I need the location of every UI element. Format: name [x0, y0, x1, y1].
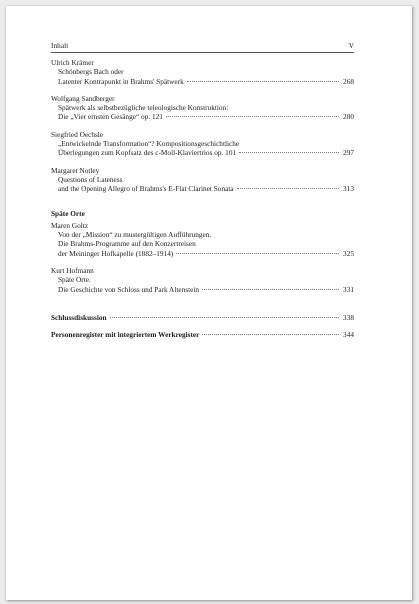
toc-entry [51, 94, 354, 122]
dot-leader [166, 116, 339, 117]
toc-title-line: „Entwickelnde Transformation“? Kompositionsgeschichtliche [58, 139, 240, 149]
toc-closing-entry [51, 330, 354, 339]
dot-leader [176, 253, 339, 254]
toc-page-number: 280 [343, 112, 354, 122]
toc-title-line: Überlegungen zum Kopfsatz des c-Moll-Klaviertrios op. 101 [58, 148, 237, 158]
toc-author: Margaret Notley [51, 165, 100, 175]
toc-title-line: Die Brahms-Programme auf den Konzertreisen [58, 239, 196, 249]
toc-author: Ulrich Krämer [51, 58, 94, 67]
page-number-roman: V [348, 42, 354, 50]
toc-title-line: Latenter Kontrapunkt in Brahms' Spätwerk [58, 76, 184, 86]
toc-page-number: 338 [343, 312, 354, 322]
toc-page-number: 325 [343, 248, 354, 258]
dot-leader [202, 289, 339, 290]
header-rule [51, 52, 354, 53]
running-head [51, 42, 354, 50]
toc-page-number: 313 [343, 184, 354, 194]
toc-closing-entry [51, 313, 354, 322]
toc-entry [51, 130, 354, 158]
toc-author: Wolfgang Sandberger [51, 93, 115, 103]
toc-author: Siegfried Oechsle [51, 129, 104, 139]
toc-page-number: 297 [343, 148, 354, 158]
toc-entry [51, 58, 354, 86]
toc-entry [51, 221, 354, 258]
dot-leader [110, 317, 339, 318]
toc-author: Maren Goltz [51, 220, 89, 230]
toc-entry [51, 166, 354, 194]
dot-leader [187, 81, 339, 82]
toc-title-last-line [51, 285, 354, 294]
toc-author: Kurt Hofmann [51, 266, 94, 276]
toc-title-last-line [51, 249, 354, 258]
toc-title-line: Spätwerk als selbstbezügliche teleologische Konstruktion: [58, 103, 229, 113]
dot-leader [237, 188, 339, 189]
toc-title-line: Schönbergs Bach oder [58, 67, 124, 77]
dot-leader [239, 152, 339, 153]
toc-entry [51, 266, 354, 294]
toc-closing-label: Schlussdiskussion [51, 312, 107, 322]
toc-title-line: der Meininger Hofkapelle (1882–1914) [58, 248, 174, 258]
table-of-contents [51, 58, 354, 340]
dot-leader [202, 334, 339, 335]
toc-title-line: and the Opening Allegro of Brahms's E-Flat Clarinet Sonata [58, 184, 234, 194]
toc-title-last-line [51, 112, 354, 121]
toc-page-number: 344 [343, 330, 354, 340]
toc-title-last-line [51, 77, 354, 86]
toc-title-line: Die Geschichte von Schloss und Park Altenstein [58, 284, 200, 294]
toc-title-last-line [51, 184, 354, 193]
book-page [6, 6, 412, 600]
toc-title-line: Questions of Lateness [58, 174, 123, 184]
toc-page-number: 268 [343, 76, 354, 86]
toc-title-line: Späte Orte. [58, 275, 91, 285]
section-heading: Späte Orte [51, 208, 85, 218]
toc-closing-label: Personenregister mit integriertem Werkregister [51, 330, 200, 340]
toc-title-last-line [51, 148, 354, 157]
toc-page-number: 331 [343, 284, 354, 294]
toc-title-line: Die „Vier ernsten Gesänge“ op. 121 [58, 112, 163, 122]
toc-title-line: Von der „Mission“ zu mustergültigen Aufführungen. [58, 230, 212, 240]
running-head-title: Inhalt [51, 42, 69, 50]
